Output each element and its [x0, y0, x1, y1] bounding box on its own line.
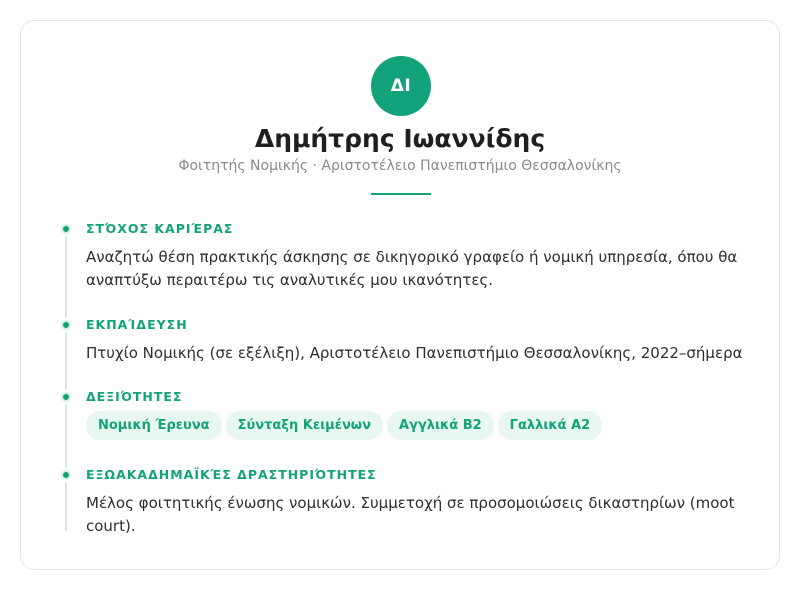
section-title: ΣΤΌΧΟΣ ΚΑΡΙΈΡΑΣ: [86, 221, 234, 236]
avatar: [371, 56, 431, 116]
skill-tag: Γαλλικά A2: [498, 411, 603, 440]
profile-subtitle: Φοιτητής Νομικής · Αριστοτέλειο Πανεπιστήμιο Θεσσαλονίκης: [178, 158, 622, 174]
section-text: Μέλος φοιτητικής ένωσης νομικών. Συμμετοχή σε προσομοιώσεις δικαστηρίων (moot court).: [86, 494, 735, 535]
section-skills: [86, 389, 756, 440]
section-education: [86, 317, 756, 365]
skill-tag: Σύνταξη Κειμένων: [226, 411, 383, 440]
timeline-dot: [61, 224, 71, 234]
avatar-initials: ΔΙ: [390, 76, 412, 96]
section-title: ΔΕΞΙΌΤΗΤΕΣ: [86, 389, 183, 404]
section-title: ΕΞΩΑΚΑΔΗΜΑΪΚΈΣ ΔΡΑΣΤΗΡΙΌΤΗΤΕΣ: [86, 467, 377, 482]
section-career: [86, 221, 756, 292]
section-title: ΕΚΠΑΊΔΕΥΣΗ: [86, 317, 188, 332]
timeline-line: [65, 231, 67, 531]
cv-card: [20, 20, 780, 570]
header-divider: [371, 193, 431, 195]
skill-tag: Αγγλικά B2: [387, 411, 494, 440]
section-text: Πτυχίο Νομικής (σε εξέλιξη), Αριστοτέλειο Πανεπιστήμιο Θεσσαλονίκης, 2022–σήμερα: [86, 344, 743, 362]
timeline-dot: [61, 392, 71, 402]
profile-name: Δημήτρης Ιωαννίδης: [254, 124, 546, 153]
skill-tags: [86, 411, 756, 440]
section-text: Αναζητώ θέση πρακτικής άσκησης σε δικηγορικό γραφείο ή νομική υπηρεσία, όπου θα αναπτύξω περαιτέρω τις αναλυτικές μου ικανότητες.: [86, 248, 738, 289]
timeline-dot: [61, 320, 71, 330]
timeline-dot: [61, 470, 71, 480]
skill-tag: Νομική Έρευνα: [86, 411, 222, 440]
section-extracurricular: [86, 467, 756, 538]
